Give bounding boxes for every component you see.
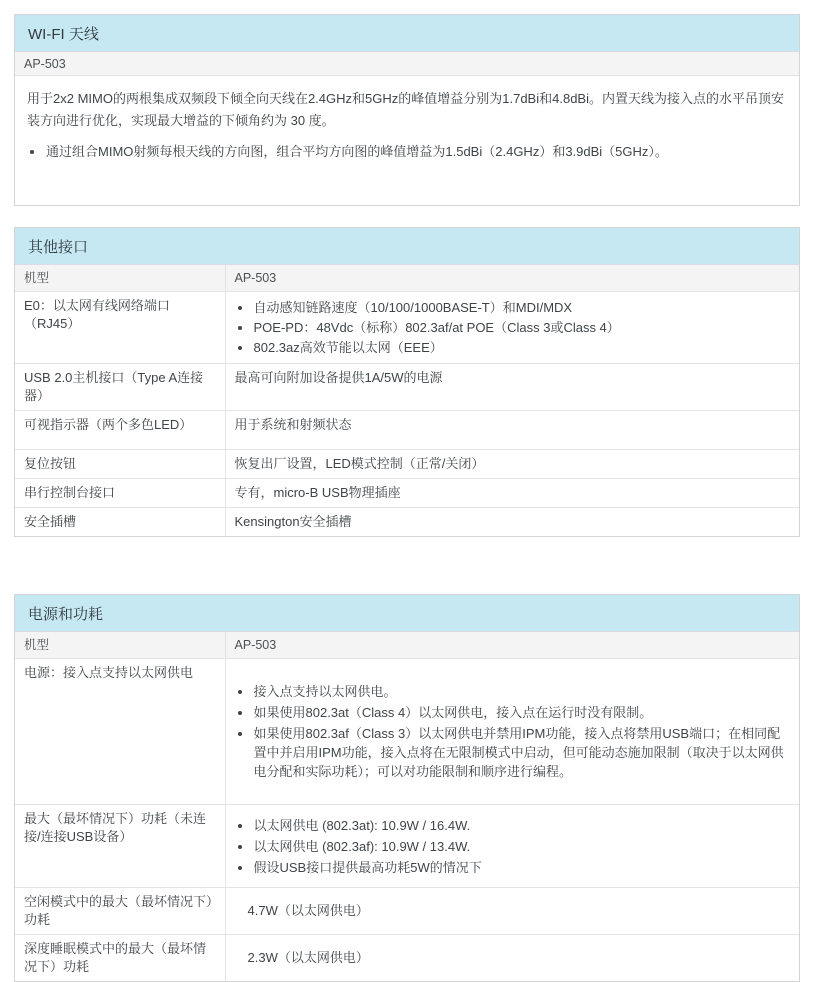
section-header-power-consumption xyxy=(15,595,799,632)
spec-row xyxy=(15,805,799,888)
spec-label: 最大（最坏情况下）功耗（未连接/连接USB设备） xyxy=(15,805,225,888)
bullet-list xyxy=(235,298,791,357)
bullet-item: • 以太网供电 (802.3at): 10.9W / 16.4W. xyxy=(253,816,791,835)
other-interfaces-table xyxy=(15,265,799,536)
spec-label: 可视指示器（两个多色LED） xyxy=(15,411,225,450)
section-header-other-interfaces xyxy=(15,228,799,265)
table-header-row xyxy=(15,265,799,292)
spec-value xyxy=(225,659,799,805)
bullet-item: • 接入点支持以太网供电。 xyxy=(253,682,791,701)
spec-value: 4.7W（以太网供电） xyxy=(225,888,799,935)
column-header-ap503: AP-503 xyxy=(225,265,799,292)
bullet-item: • 自动感知链路速度（10/100/1000BASE-T）和MDI/MDX xyxy=(253,298,791,317)
spec-row xyxy=(15,935,799,982)
antenna-bullet-list xyxy=(27,141,787,162)
table-header-row xyxy=(15,632,799,659)
spec-value: Kensington安全插槽 xyxy=(225,508,799,537)
bullet-item: • 如果使用802.3at（Class 4）以太网供电，接入点在运行时没有限制。 xyxy=(253,703,791,722)
bullet-list xyxy=(235,816,791,877)
section-power-consumption xyxy=(14,594,800,982)
spec-label: E0：以太网有线网络端口（RJ45） xyxy=(15,292,225,364)
bullet-item: • 假设USB接口提供最高功耗5W的情况下 xyxy=(253,858,791,877)
spec-row xyxy=(15,292,799,364)
column-header-model: 机型 xyxy=(15,632,225,659)
spec-row xyxy=(15,411,799,450)
section-title: 其他接口 xyxy=(28,238,89,256)
model-row xyxy=(15,52,799,76)
section-title: 电源和功耗 xyxy=(28,605,104,623)
spec-label: 复位按钮 xyxy=(15,450,225,479)
spec-label: USB 2.0主机接口（Type A连接器） xyxy=(15,364,225,411)
spec-value: 用于系统和射频状态 xyxy=(225,411,799,450)
spec-label: 空闲模式中的最大（最坏情况下）功耗 xyxy=(15,888,225,935)
spec-row xyxy=(15,479,799,508)
spec-row xyxy=(15,450,799,479)
power-consumption-table xyxy=(15,632,799,981)
spec-label: 深度睡眠模式中的最大（最坏情况下）功耗 xyxy=(15,935,225,982)
spec-value xyxy=(225,292,799,364)
bullet-list xyxy=(235,682,791,781)
column-header-ap503: AP-503 xyxy=(225,632,799,659)
section-header-wifi-antenna xyxy=(15,15,799,52)
bullet-item: • 802.3az高效节能以太网（EEE） xyxy=(253,338,791,357)
antenna-description xyxy=(15,76,799,205)
bullet-item: • 如果使用802.3af（Class 3）以太网供电并禁用IPM功能，接入点将禁用USB端口；在相同配置中并启用IPM功能，接入点将在无限制模式中启动，但可能动态施加限制（取决于以太网供电分配和实际功耗）；可以对功能限制和顺序进行编程。 xyxy=(253,724,791,781)
spec-label: 电源：接入点支持以太网供电 xyxy=(15,659,225,805)
spec-value xyxy=(225,805,799,888)
spec-row xyxy=(15,659,799,805)
section-title: WI-FI 天线 xyxy=(28,25,99,43)
antenna-paragraph: 用于2x2 MIMO的两根集成双频段下倾全向天线在2.4GHz和5GHz的峰值增益分别为1.7dBi和4.8dBi。内置天线为接入点的水平吊顶安装方向进行优化，实现最大增益的下倾角约为 30 度。 xyxy=(27,91,784,128)
spec-row xyxy=(15,364,799,411)
column-header-model: 机型 xyxy=(15,265,225,292)
spec-label: 串行控制台接口 xyxy=(15,479,225,508)
section-other-interfaces xyxy=(14,227,800,537)
bullet-item: • POE-PD：48Vdc（标称）802.3af/at POE（Class 3或Class 4） xyxy=(253,318,791,337)
spec-row xyxy=(15,508,799,537)
spec-value: 最高可向附加设备提供1A/5W的电源 xyxy=(225,364,799,411)
model-label: AP-503 xyxy=(24,56,66,71)
spec-value: 专有，micro-B USB物理插座 xyxy=(225,479,799,508)
spec-value: 2.3W（以太网供电） xyxy=(225,935,799,982)
spec-row xyxy=(15,888,799,935)
bullet-item: • 以太网供电 (802.3af): 10.9W / 13.4W. xyxy=(253,837,791,856)
spec-value: 恢复出厂设置，LED模式控制（正常/关闭） xyxy=(225,450,799,479)
bullet-item: • 通过组合MIMO射频每根天线的方向图，组合平均方向图的峰值增益为1.5dBi（2.4GHz）和3.9dBi（5GHz）。 xyxy=(45,141,787,162)
section-wifi-antenna xyxy=(14,14,800,206)
spec-label: 安全插槽 xyxy=(15,508,225,537)
